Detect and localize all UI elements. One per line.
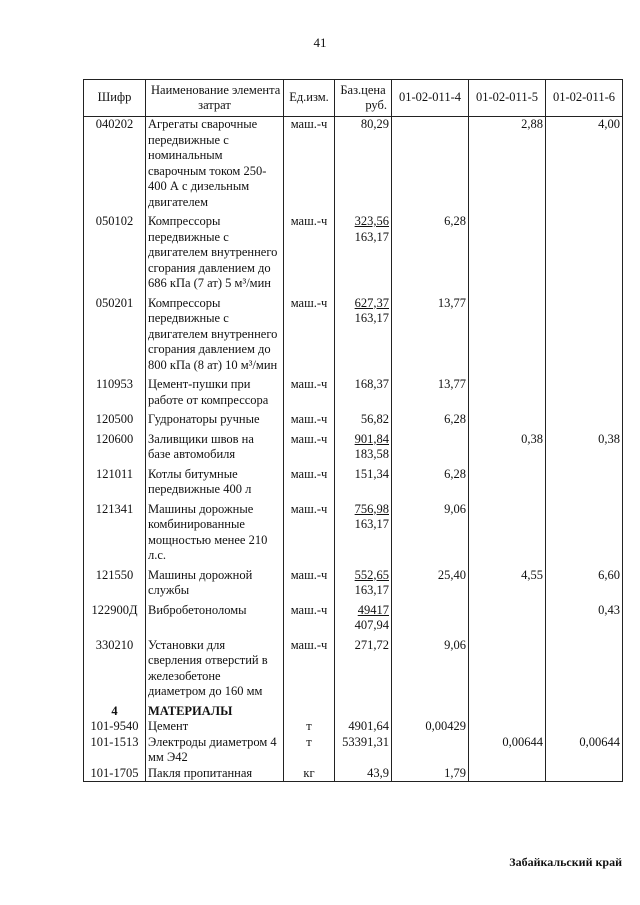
cell-price-value: 80,29 xyxy=(360,117,389,131)
table-row xyxy=(84,502,623,568)
cell-col3: 0,43 xyxy=(546,603,623,638)
cell-price: 43,9 xyxy=(335,766,392,782)
cell-name xyxy=(146,603,284,638)
cell-price-value: 756,98 xyxy=(354,501,389,516)
cell-name-line: работе от компрессора xyxy=(148,392,269,407)
header-col3: 01-02-011-6 xyxy=(546,80,623,117)
cell-unit: т xyxy=(284,719,335,735)
cell-unit: кг xyxy=(284,766,335,782)
cell-name-line: двигателем внутреннего xyxy=(148,326,278,341)
cell-name-line: номинальным xyxy=(148,148,223,162)
cell-col3: 4,00 xyxy=(546,117,623,215)
cell-name xyxy=(146,568,284,603)
cell-name-line: 400 А с дизельным xyxy=(148,179,250,193)
cell-col1 xyxy=(392,735,469,766)
cell-col2: 0,38 xyxy=(469,432,546,467)
cell-name xyxy=(146,214,284,296)
cell-code: 121550 xyxy=(84,568,146,603)
table-row xyxy=(84,719,623,735)
cell-name-line: Электроды диаметром 4 xyxy=(148,734,277,749)
cell-price-value: 323,56 xyxy=(354,214,389,228)
table-row xyxy=(84,117,623,215)
cell-unit: т xyxy=(284,735,335,766)
cell-col2 xyxy=(469,603,546,638)
cell-name-line: Цемент xyxy=(148,719,189,733)
cell-name-line: базе автомобиля xyxy=(148,447,236,461)
cell-name-line: мм Э42 xyxy=(148,750,188,764)
cell-price xyxy=(335,603,392,638)
cell-unit: маш.-ч xyxy=(284,502,335,568)
cell-code: 122900Д xyxy=(84,603,146,638)
cell-name-line: Компрессоры xyxy=(148,295,221,310)
cell-name-line: сверления отверстий в xyxy=(148,653,268,667)
cell-col2 xyxy=(469,296,546,378)
cell-price: 4901,64 xyxy=(335,719,392,735)
table-row xyxy=(84,412,623,432)
cell-unit: маш.-ч xyxy=(284,432,335,467)
cell-col1: 6,28 xyxy=(392,214,469,296)
cell-name-line: Котлы битумные xyxy=(148,466,238,481)
cell-name-line: сгорания давлением до xyxy=(148,342,271,356)
cell-col3 xyxy=(546,638,623,704)
cell-code: 050201 xyxy=(84,296,146,378)
table-row xyxy=(84,766,623,782)
cell-col1: 1,79 xyxy=(392,766,469,782)
cell-unit: маш.-ч xyxy=(284,296,335,378)
cell-unit: маш.-ч xyxy=(284,568,335,603)
cell-name xyxy=(146,412,284,432)
table-row xyxy=(84,432,623,467)
cell-name-line: двигателем xyxy=(148,194,209,209)
section-empty-cell xyxy=(284,704,335,720)
cell-name-line: Пакля пропитанная xyxy=(148,765,253,780)
cell-col1: 6,28 xyxy=(392,467,469,502)
cell-name xyxy=(146,502,284,568)
cell-col3: 0,38 xyxy=(546,432,623,467)
cell-name xyxy=(146,467,284,502)
cell-col3 xyxy=(546,766,623,782)
cell-col2 xyxy=(469,638,546,704)
cell-name-line: сварочным током 250- xyxy=(148,163,267,178)
cell-col3 xyxy=(546,467,623,502)
cell-price-value: 49417 xyxy=(357,602,389,617)
cell-price xyxy=(335,502,392,568)
cell-price-value: 168,37 xyxy=(354,377,389,391)
cell-name-line: передвижные с xyxy=(148,229,229,244)
cell-col2 xyxy=(469,719,546,735)
cell-col1: 9,06 xyxy=(392,638,469,704)
table-row xyxy=(84,638,623,704)
header-name xyxy=(146,80,284,117)
cell-col3 xyxy=(546,377,623,412)
table-row xyxy=(84,735,623,766)
cell-code: 121011 xyxy=(84,467,146,502)
cell-col3: 6,60 xyxy=(546,568,623,603)
header-code: Шифр xyxy=(84,80,146,117)
cell-price-wage: 407,94 xyxy=(354,618,389,632)
cell-col1: 13,77 xyxy=(392,296,469,378)
footer-region: Забайкальский край xyxy=(509,855,622,869)
section-row xyxy=(84,704,623,720)
header-name-line1: Наименование элемента xyxy=(151,82,281,97)
cell-price xyxy=(335,296,392,378)
cell-col2: 2,88 xyxy=(469,117,546,215)
section-empty-cell xyxy=(546,704,623,720)
cell-name-line: комбинированные xyxy=(148,517,245,531)
cell-price-wage: 183,58 xyxy=(354,447,389,461)
cell-unit: маш.-ч xyxy=(284,467,335,502)
cell-unit: маш.-ч xyxy=(284,638,335,704)
cell-price xyxy=(335,214,392,296)
cell-price-value: 552,65 xyxy=(354,567,389,582)
cell-code: 101-9540 xyxy=(84,719,146,735)
cell-name-line: Вибробетоноломы xyxy=(148,602,247,617)
cell-code: 050102 xyxy=(84,214,146,296)
cell-code: 121341 xyxy=(84,502,146,568)
cell-name-line: железобетоне xyxy=(148,668,221,683)
cell-code: 110953 xyxy=(84,377,146,412)
header-price-line1: Баз.цена xyxy=(340,82,386,97)
cell-price xyxy=(335,432,392,467)
header-name-line2: затрат xyxy=(198,98,231,112)
cell-name-line: л.с. xyxy=(148,548,167,562)
cell-name xyxy=(146,296,284,378)
header-price xyxy=(335,80,392,117)
cell-col3 xyxy=(546,214,623,296)
header-row xyxy=(84,80,623,117)
cell-name xyxy=(146,377,284,412)
cell-name-line: Цемент-пушки при xyxy=(148,377,251,391)
cell-col1: 6,28 xyxy=(392,412,469,432)
cell-name xyxy=(146,432,284,467)
cell-col1 xyxy=(392,603,469,638)
cell-col2 xyxy=(469,214,546,296)
section-empty-cell xyxy=(392,704,469,720)
cell-col1 xyxy=(392,117,469,215)
cell-price: 53391,31 xyxy=(335,735,392,766)
section-empty-cell xyxy=(335,704,392,720)
cell-code: 040202 xyxy=(84,117,146,215)
cell-name xyxy=(146,638,284,704)
header-unit: Ед.изм. xyxy=(284,80,335,117)
cell-unit: маш.-ч xyxy=(284,603,335,638)
cell-price xyxy=(335,568,392,603)
cell-price-value: 901,84 xyxy=(354,431,389,446)
cell-price-value: 151,34 xyxy=(354,466,389,481)
cell-name-line: Гудронаторы ручные xyxy=(148,412,260,426)
cell-col2 xyxy=(469,766,546,782)
cell-name-line: Установки для xyxy=(148,637,226,652)
cell-price-value: 271,72 xyxy=(354,637,389,652)
cell-col1: 9,06 xyxy=(392,502,469,568)
table-row xyxy=(84,296,623,378)
cell-name-line: 686 кПа (7 ат) 5 м³/мин xyxy=(148,276,271,290)
cell-price xyxy=(335,638,392,704)
section-title: МАТЕРИАЛЫ xyxy=(146,704,284,720)
cell-name xyxy=(146,735,284,766)
cell-code: 330210 xyxy=(84,638,146,704)
cell-name-line: службы xyxy=(148,583,190,597)
cell-col2 xyxy=(469,412,546,432)
cell-col1: 0,00429 xyxy=(392,719,469,735)
cell-col3 xyxy=(546,502,623,568)
cell-price-wage: 163,17 xyxy=(354,517,389,531)
cell-name-line: Агрегаты сварочные xyxy=(148,117,258,131)
cell-col1: 25,40 xyxy=(392,568,469,603)
cell-unit: маш.-ч xyxy=(284,377,335,412)
table-row xyxy=(84,377,623,412)
cell-name-line: диаметром до 160 мм xyxy=(148,684,263,698)
table-row xyxy=(84,603,623,638)
cell-col3 xyxy=(546,296,623,378)
cell-unit: маш.-ч xyxy=(284,214,335,296)
cell-name xyxy=(146,117,284,215)
header-col1: 01-02-011-4 xyxy=(392,80,469,117)
cell-unit: маш.-ч xyxy=(284,117,335,215)
cell-col2 xyxy=(469,467,546,502)
cell-code: 120600 xyxy=(84,432,146,467)
cell-price-wage: 163,17 xyxy=(354,229,389,244)
cell-price-wage: 163,17 xyxy=(354,583,389,597)
cell-name-line: сгорания давлением до xyxy=(148,260,271,275)
cell-col1: 13,77 xyxy=(392,377,469,412)
cell-col1 xyxy=(392,432,469,467)
cell-name xyxy=(146,719,284,735)
header-price-line2: руб. xyxy=(365,98,387,112)
cell-code: 101-1705 xyxy=(84,766,146,782)
cell-price xyxy=(335,412,392,432)
cell-code: 120500 xyxy=(84,412,146,432)
page-number: 41 xyxy=(313,35,327,50)
cell-name-line: передвижные с xyxy=(148,311,229,325)
cell-name-line: мощностью менее 210 xyxy=(148,532,268,547)
cell-price xyxy=(335,117,392,215)
cell-price xyxy=(335,377,392,412)
cell-col3: 0,00644 xyxy=(546,735,623,766)
section-number: 4 xyxy=(84,704,146,720)
cell-name-line: передвижные с xyxy=(148,132,229,147)
cell-col3 xyxy=(546,412,623,432)
cell-unit: маш.-ч xyxy=(284,412,335,432)
cell-name-line: Машины дорожной xyxy=(148,567,253,582)
cell-price-value: 56,82 xyxy=(360,412,389,426)
cell-col2: 4,55 xyxy=(469,568,546,603)
cell-price-value: 627,37 xyxy=(354,295,389,310)
cell-name-line: Машины дорожные xyxy=(148,501,254,516)
cell-name xyxy=(146,766,284,782)
cell-price xyxy=(335,467,392,502)
cell-col2: 0,00644 xyxy=(469,735,546,766)
cell-price-wage: 163,17 xyxy=(354,311,389,325)
cell-code: 101-1513 xyxy=(84,735,146,766)
cell-name-line: двигателем внутреннего xyxy=(148,245,278,259)
cell-col2 xyxy=(469,377,546,412)
section-empty-cell xyxy=(469,704,546,720)
cell-name-line: Компрессоры xyxy=(148,214,221,228)
table-row xyxy=(84,467,623,502)
cell-col2 xyxy=(469,502,546,568)
rates-table xyxy=(83,79,623,782)
table-row xyxy=(84,214,623,296)
cell-col3 xyxy=(546,719,623,735)
cell-name-line: передвижные 400 л xyxy=(148,482,252,496)
table-row xyxy=(84,568,623,603)
cell-name-line: Заливщики швов на xyxy=(148,431,254,446)
cell-name-line: 800 кПа (8 ат) 10 м³/мин xyxy=(148,357,278,372)
header-col2: 01-02-011-5 xyxy=(469,80,546,117)
